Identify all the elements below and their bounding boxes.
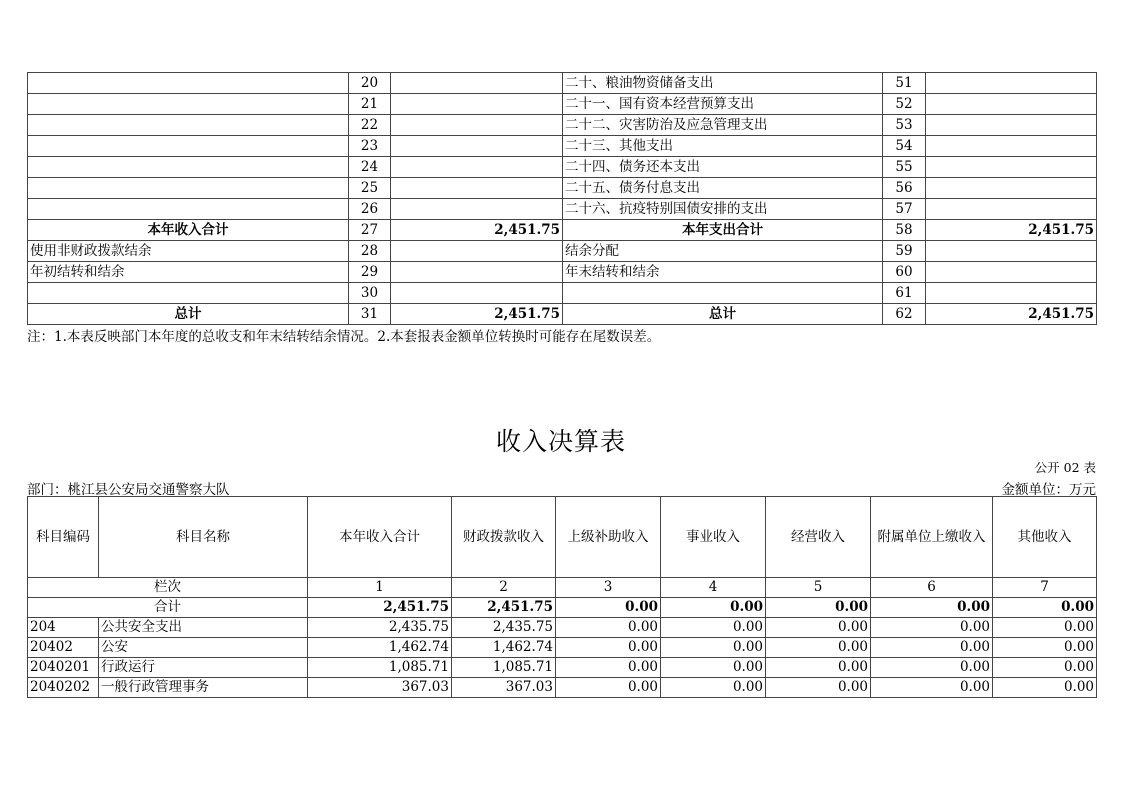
income-amount [391, 178, 563, 199]
table-row [28, 678, 1097, 698]
amount-cell: 0.00 [766, 638, 871, 658]
amount-cell: 0.00 [661, 618, 766, 638]
summary-row [28, 304, 1097, 325]
total-cell: 0.00 [556, 598, 661, 618]
income-item-label [28, 178, 349, 199]
income-line-number: 23 [349, 136, 391, 157]
income-total-row [28, 598, 1097, 618]
expense-line-number: 55 [883, 157, 926, 178]
expense-amount [926, 136, 1097, 157]
total-cell: 0.00 [766, 598, 871, 618]
income-line-number: 21 [349, 94, 391, 115]
income-item-label: 总计 [28, 304, 349, 325]
header-subject-code: 科目编码 [28, 497, 99, 578]
total-row-label: 合计 [28, 598, 308, 618]
income-header-row [28, 497, 1097, 578]
income-line-number: 22 [349, 115, 391, 136]
income-line-number: 31 [349, 304, 391, 325]
income-item-label: 年初结转和结余 [28, 262, 349, 283]
expense-item-label: 二十二、灾害防治及应急管理支出 [563, 115, 883, 136]
expense-item-label: 二十四、债务还本支出 [563, 157, 883, 178]
summary-row [28, 241, 1097, 262]
expense-amount [926, 262, 1097, 283]
total-cell: 2,451.75 [452, 598, 556, 618]
expense-line-number: 60 [883, 262, 926, 283]
amount-cell: 0.00 [871, 678, 993, 698]
amount-cell: 0.00 [661, 678, 766, 698]
summary-row [28, 283, 1097, 304]
amount-cell: 0.00 [556, 638, 661, 658]
income-amount [391, 73, 563, 94]
expense-item-label: 年末结转和结余 [563, 262, 883, 283]
income-item-label: 本年收入合计 [28, 220, 349, 241]
summary-row [28, 94, 1097, 115]
summary-note: 注：1.本表反映部门本年度的总收支和年末结转结余情况。2.本套报表金额单位转换时可能存在尾数误差。 [27, 329, 661, 345]
summary-row [28, 220, 1097, 241]
expense-amount [926, 241, 1097, 262]
summary-row [28, 115, 1097, 136]
amount-cell: 367.03 [452, 678, 556, 698]
income-amount [391, 94, 563, 115]
expense-item-label: 二十一、国有资本经营预算支出 [563, 94, 883, 115]
subject-code: 20402 [28, 638, 99, 658]
income-line-number: 25 [349, 178, 391, 199]
expense-line-number: 51 [883, 73, 926, 94]
expense-amount: 2,451.75 [926, 304, 1097, 325]
expense-amount [926, 199, 1097, 220]
header-business-income: 事业收入 [661, 497, 766, 578]
income-amount [391, 136, 563, 157]
expense-item-label: 结余分配 [563, 241, 883, 262]
amount-cell: 0.00 [766, 618, 871, 638]
expense-item-label: 二十五、债务付息支出 [563, 178, 883, 199]
amount-cell: 1,085.71 [308, 658, 452, 678]
amount-cell: 0.00 [993, 678, 1097, 698]
summary-row [28, 178, 1097, 199]
summary-row [28, 157, 1097, 178]
amount-unit-label: 金额单位：万元 [1001, 482, 1096, 498]
column-number: 7 [993, 578, 1097, 598]
expense-line-number: 52 [883, 94, 926, 115]
expense-amount [926, 115, 1097, 136]
income-amount: 2,451.75 [391, 220, 563, 241]
amount-cell: 0.00 [871, 638, 993, 658]
header-fiscal-appropriation: 财政拨款收入 [452, 497, 556, 578]
summary-row [28, 199, 1097, 220]
summary-row [28, 262, 1097, 283]
header-affiliate-income: 附属单位上缴收入 [871, 497, 993, 578]
income-item-label [28, 199, 349, 220]
income-item-label [28, 283, 349, 304]
subject-code: 204 [28, 618, 99, 638]
column-number: 3 [556, 578, 661, 598]
subject-name: 公共安全支出 [99, 618, 308, 638]
column-number: 6 [871, 578, 993, 598]
income-table [27, 496, 1097, 698]
amount-cell: 1,085.71 [452, 658, 556, 678]
expense-line-number: 54 [883, 136, 926, 157]
amount-cell: 2,435.75 [452, 618, 556, 638]
header-total-income: 本年收入合计 [308, 497, 452, 578]
income-table-body [28, 578, 1097, 698]
expense-amount [926, 94, 1097, 115]
header-superior-subsidy: 上级补助收入 [556, 497, 661, 578]
expense-amount [926, 73, 1097, 94]
total-cell: 0.00 [661, 598, 766, 618]
summary-row [28, 136, 1097, 157]
income-line-number: 30 [349, 283, 391, 304]
expense-line-number: 61 [883, 283, 926, 304]
income-amount: 2,451.75 [391, 304, 563, 325]
expense-item-label: 总计 [563, 304, 883, 325]
expense-item-label: 本年支出合计 [563, 220, 883, 241]
amount-cell: 1,462.74 [308, 638, 452, 658]
total-cell: 0.00 [993, 598, 1097, 618]
subject-name: 一般行政管理事务 [99, 678, 308, 698]
expense-line-number: 58 [883, 220, 926, 241]
income-item-label [28, 157, 349, 178]
expense-amount [926, 178, 1097, 199]
header-operating-income: 经营收入 [766, 497, 871, 578]
amount-cell: 1,462.74 [452, 638, 556, 658]
total-cell: 2,451.75 [308, 598, 452, 618]
income-line-number: 24 [349, 157, 391, 178]
header-other-income: 其他收入 [993, 497, 1097, 578]
income-line-number: 29 [349, 262, 391, 283]
subject-name: 公安 [99, 638, 308, 658]
department-label: 部门：桃江县公安局交通警察大队 [27, 482, 230, 498]
column-number: 4 [661, 578, 766, 598]
income-item-label: 使用非财政拨款结余 [28, 241, 349, 262]
income-amount [391, 262, 563, 283]
column-number-label: 栏次 [28, 578, 308, 598]
expense-item-label: 二十、粮油物资储备支出 [563, 73, 883, 94]
income-item-label [28, 136, 349, 157]
table-row [28, 658, 1097, 678]
amount-cell: 2,435.75 [308, 618, 452, 638]
summary-row [28, 73, 1097, 94]
income-line-number: 20 [349, 73, 391, 94]
table-row [28, 618, 1097, 638]
expense-line-number: 62 [883, 304, 926, 325]
income-amount [391, 241, 563, 262]
total-cell: 0.00 [871, 598, 993, 618]
column-number: 5 [766, 578, 871, 598]
expense-line-number: 57 [883, 199, 926, 220]
amount-cell: 0.00 [766, 678, 871, 698]
subject-name: 行政运行 [99, 658, 308, 678]
amount-cell: 0.00 [871, 618, 993, 638]
income-item-label [28, 73, 349, 94]
column-number: 2 [452, 578, 556, 598]
income-amount [391, 157, 563, 178]
amount-cell: 0.00 [993, 638, 1097, 658]
amount-cell: 367.03 [308, 678, 452, 698]
expense-amount: 2,451.75 [926, 220, 1097, 241]
income-item-label [28, 115, 349, 136]
amount-cell: 0.00 [766, 658, 871, 678]
amount-cell: 0.00 [661, 638, 766, 658]
income-amount [391, 283, 563, 304]
summary-table-body [28, 73, 1097, 325]
amount-cell: 0.00 [556, 678, 661, 698]
expense-amount [926, 283, 1097, 304]
expense-amount [926, 157, 1097, 178]
expense-line-number: 56 [883, 178, 926, 199]
income-line-number: 26 [349, 199, 391, 220]
amount-cell: 0.00 [993, 618, 1097, 638]
subject-code: 2040202 [28, 678, 99, 698]
subject-code: 2040201 [28, 658, 99, 678]
expense-item-label: 二十六、抗疫特别国债安排的支出 [563, 199, 883, 220]
expense-line-number: 53 [883, 115, 926, 136]
amount-cell: 0.00 [993, 658, 1097, 678]
table-code: 公开 02 表 [1034, 460, 1096, 475]
header-subject-name: 科目名称 [99, 497, 308, 578]
income-amount [391, 199, 563, 220]
amount-cell: 0.00 [556, 658, 661, 678]
income-line-number: 28 [349, 241, 391, 262]
column-number: 1 [308, 578, 452, 598]
summary-table [27, 72, 1097, 325]
expense-item-label [563, 283, 883, 304]
amount-cell: 0.00 [661, 658, 766, 678]
expense-item-label: 二十三、其他支出 [563, 136, 883, 157]
table-row [28, 638, 1097, 658]
income-item-label [28, 94, 349, 115]
amount-cell: 0.00 [871, 658, 993, 678]
expense-line-number: 59 [883, 241, 926, 262]
column-number-row [28, 578, 1097, 598]
amount-cell: 0.00 [556, 618, 661, 638]
income-amount [391, 115, 563, 136]
page-title: 收入决算表 [495, 427, 626, 456]
income-line-number: 27 [349, 220, 391, 241]
